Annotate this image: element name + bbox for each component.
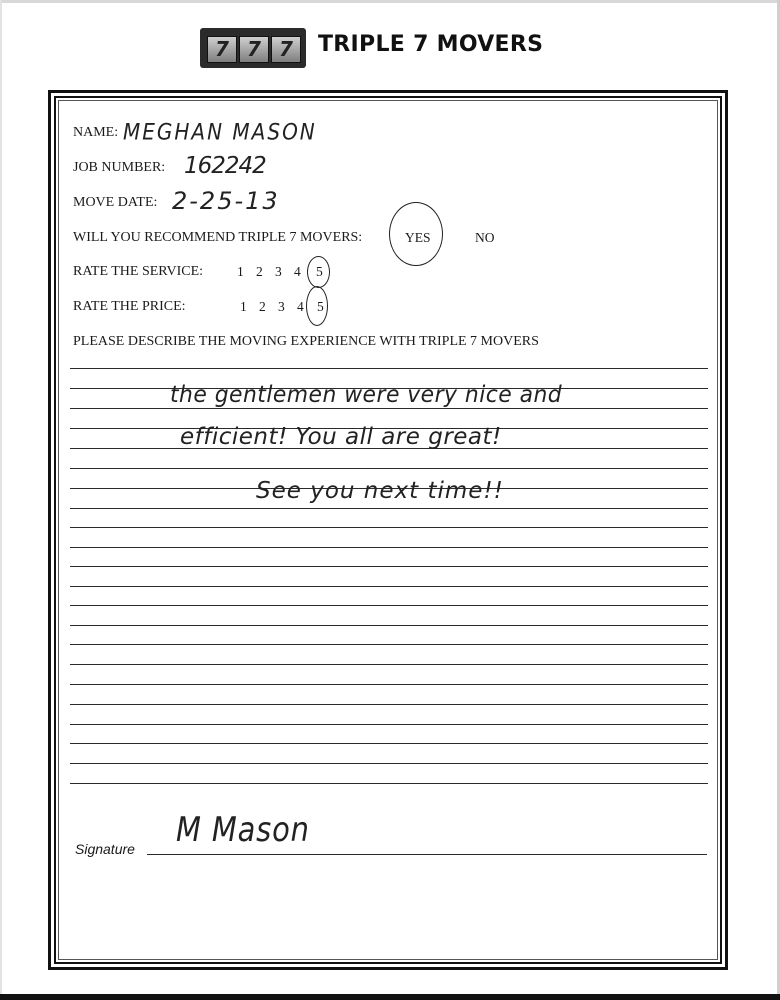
service-rating-selection-circle: [307, 256, 330, 288]
service-rating-label: RATE THE SERVICE:: [73, 264, 204, 279]
price-rating-1[interactable]: 1: [240, 299, 247, 314]
scan-edge-left: [0, 0, 2, 1000]
name-label: NAME:: [73, 125, 119, 140]
letterhead: [0, 22, 780, 74]
price-rating-label: RATE THE PRICE:: [73, 299, 186, 314]
writing-line: [70, 547, 708, 548]
logo-reel: 7: [271, 36, 301, 63]
experience-line-1: the gentlemen were very nice and: [170, 382, 563, 408]
writing-line: [70, 743, 708, 744]
slot-machine-logo-icon: [200, 28, 306, 68]
service-rating-5[interactable]: 5: [316, 264, 323, 279]
company-name: TRIPLE 7 MOVERS: [318, 32, 544, 57]
writing-line: [70, 586, 708, 587]
writing-line: [70, 625, 708, 626]
signature-label: Signature: [75, 841, 135, 857]
service-rating-2[interactable]: 2: [256, 264, 263, 279]
recommend-yes-option[interactable]: YES: [405, 230, 431, 245]
experience-line-3: See you next time!!: [256, 478, 504, 504]
move-date-label: MOVE DATE:: [73, 195, 158, 210]
job-number-label: JOB NUMBER:: [73, 160, 166, 175]
price-rating-selection-circle: [306, 286, 328, 326]
writing-line: [70, 566, 708, 567]
writing-line: [70, 605, 708, 606]
writing-line: [70, 508, 708, 509]
price-rating-4[interactable]: 4: [297, 299, 304, 314]
service-rating-4[interactable]: 4: [294, 264, 301, 279]
experience-line-2: efficient! You all are great!: [180, 424, 502, 450]
scan-edge-bottom: [0, 994, 780, 1000]
writing-line: [70, 763, 708, 764]
logo-reel: 7: [207, 36, 237, 63]
recommend-no-option[interactable]: NO: [475, 230, 495, 245]
writing-line: [70, 644, 708, 645]
writing-line: [70, 468, 708, 469]
writing-line: [70, 368, 708, 369]
signature-line: [147, 854, 707, 855]
service-rating-1[interactable]: 1: [237, 264, 244, 279]
writing-line: [70, 704, 708, 705]
logo-reel: 7: [239, 36, 269, 63]
move-date-value: 2-25-13: [172, 187, 280, 215]
writing-line: [70, 408, 708, 409]
scan-edge-top: [0, 0, 780, 3]
name-value: MEGHAN MASON: [123, 118, 317, 146]
recommend-yes-selection-circle: [389, 202, 443, 266]
writing-line: [70, 783, 708, 784]
writing-line: [70, 724, 708, 725]
writing-line: [70, 527, 708, 528]
recommend-label: WILL YOU RECOMMEND TRIPLE 7 MOVERS:: [73, 230, 363, 245]
form-border-inset: [58, 100, 718, 960]
experience-prompt-label: PLEASE DESCRIBE THE MOVING EXPERIENCE WITH TRIPLE 7 MOVERS: [73, 334, 539, 349]
price-rating-2[interactable]: 2: [259, 299, 266, 314]
price-rating-5[interactable]: 5: [317, 299, 324, 314]
signature-value: M Mason: [176, 810, 310, 850]
service-rating-3[interactable]: 3: [275, 264, 282, 279]
price-rating-3[interactable]: 3: [278, 299, 285, 314]
job-number-value: 162242: [184, 153, 266, 179]
writing-line: [70, 684, 708, 685]
writing-line: [70, 664, 708, 665]
